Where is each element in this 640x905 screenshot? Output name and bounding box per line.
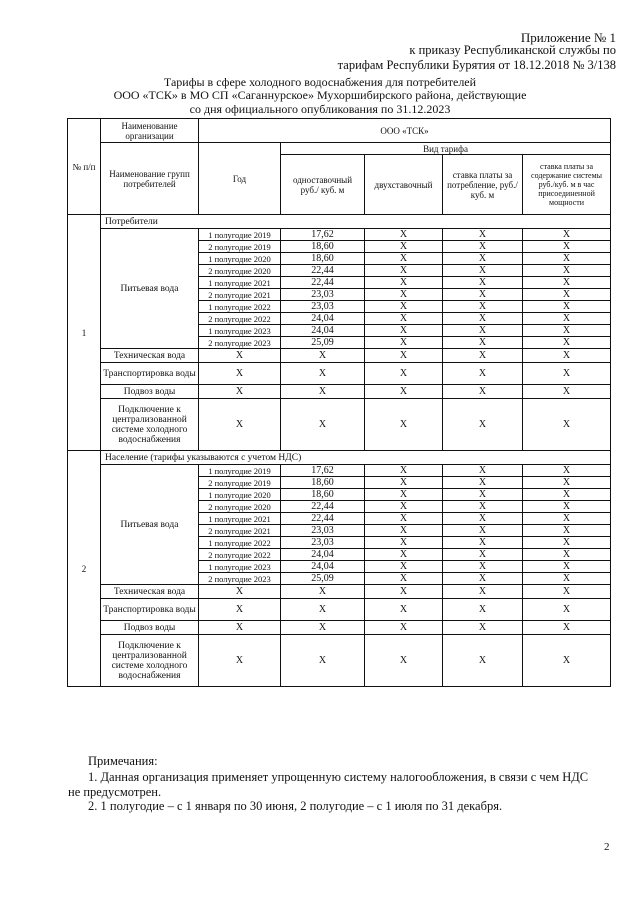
maintenance-rate-cell: X	[523, 477, 611, 489]
period-cell: 1 полугодие 2020	[199, 253, 281, 265]
appendix-order-line: к приказу Республиканской службы по	[409, 43, 616, 57]
year-cell: X	[199, 585, 281, 599]
notes-heading: Примечания:	[88, 754, 158, 768]
double-rate-cell: X	[365, 585, 443, 599]
header-group-name: Наименование групп потребителей	[101, 143, 199, 215]
period-cell: 1 полугодие 2022	[199, 301, 281, 313]
double-rate-cell: X	[365, 241, 443, 253]
service-row	[68, 399, 611, 451]
maintenance-rate-cell: X	[523, 585, 611, 599]
consumption-rate-cell: X	[443, 399, 523, 451]
single-rate-cell: 24,04	[281, 313, 365, 325]
double-rate-cell: X	[365, 363, 443, 385]
maintenance-rate-cell: X	[523, 253, 611, 265]
section-title: Население (тарифы указываются с учетом НДС)	[101, 451, 611, 465]
consumption-rate-cell: X	[443, 561, 523, 573]
single-rate-cell: 23,03	[281, 289, 365, 301]
service-label: Техническая вода	[101, 585, 199, 599]
maintenance-rate-cell: X	[523, 465, 611, 477]
consumption-rate-cell: X	[443, 513, 523, 525]
single-rate-cell: 23,03	[281, 301, 365, 313]
consumption-rate-cell: X	[443, 489, 523, 501]
single-rate-cell: 23,03	[281, 525, 365, 537]
maintenance-rate-cell: X	[523, 277, 611, 289]
single-rate-cell: X	[281, 635, 365, 687]
period-cell: 1 полугодие 2021	[199, 277, 281, 289]
consumption-rate-cell: X	[443, 241, 523, 253]
header-single-rate: одноставочный руб./ куб. м	[281, 155, 365, 215]
maintenance-rate-cell: X	[523, 325, 611, 337]
double-rate-cell: X	[365, 561, 443, 573]
document-title-line1: Тарифы в сфере холодного водоснабжения для потребителей	[163, 75, 477, 89]
consumption-rate-cell: X	[443, 313, 523, 325]
service-label: Подвоз воды	[101, 385, 199, 399]
period-cell: 1 полугодие 2023	[199, 325, 281, 337]
double-rate-cell: X	[365, 477, 443, 489]
single-rate-cell: 18,60	[281, 477, 365, 489]
period-cell: 2 полугодие 2021	[199, 289, 281, 301]
header-tariff-type: Вид тарифа	[281, 143, 611, 155]
double-rate-cell: X	[365, 537, 443, 549]
single-rate-cell: 17,62	[281, 229, 365, 241]
single-rate-cell: 24,04	[281, 561, 365, 573]
consumption-rate-cell: X	[443, 325, 523, 337]
note-1-continuation: не предусмотрен.	[68, 785, 162, 799]
consumption-rate-cell: X	[443, 537, 523, 549]
maintenance-rate-cell: X	[523, 241, 611, 253]
double-rate-cell: X	[365, 277, 443, 289]
period-cell: 1 полугодие 2019	[199, 229, 281, 241]
consumption-rate-cell: X	[443, 525, 523, 537]
maintenance-rate-cell: X	[523, 561, 611, 573]
period-cell: 2 полугодие 2020	[199, 501, 281, 513]
year-cell: X	[199, 385, 281, 399]
consumption-rate-cell: X	[443, 363, 523, 385]
drinking-water-label: Питьевая вода	[101, 229, 199, 349]
period-cell: 2 полугодие 2022	[199, 313, 281, 325]
header-maintenance-rate: ставка платы за содержание системы руб./куб. м в час присоединенной мощности	[523, 155, 611, 215]
period-cell: 1 полугодие 2023	[199, 561, 281, 573]
drinking-water-label: Питьевая вода	[101, 465, 199, 585]
document-title-line3: со дня официального опубликования по 31.12.2023	[189, 102, 451, 116]
note-1: 1. Данная организация применяет упрощенную систему налогообложения, в связи с чем НДС	[88, 770, 589, 784]
consumption-rate-cell: X	[443, 635, 523, 687]
consumption-rate-cell: X	[443, 573, 523, 585]
maintenance-rate-cell: X	[523, 265, 611, 277]
consumption-rate-cell: X	[443, 585, 523, 599]
double-rate-cell: X	[365, 301, 443, 313]
maintenance-rate-cell: X	[523, 349, 611, 363]
year-cell: X	[199, 635, 281, 687]
consumption-rate-cell: X	[443, 349, 523, 363]
single-rate-cell: 23,03	[281, 537, 365, 549]
tariff-table-body	[68, 119, 611, 687]
consumption-rate-cell: X	[443, 477, 523, 489]
single-rate-cell: 18,60	[281, 489, 365, 501]
consumption-rate-cell: X	[443, 501, 523, 513]
maintenance-rate-cell: X	[523, 501, 611, 513]
year-cell: X	[199, 399, 281, 451]
maintenance-rate-cell: X	[523, 301, 611, 313]
double-rate-cell: X	[365, 501, 443, 513]
year-cell: X	[199, 349, 281, 363]
consumption-rate-cell: X	[443, 289, 523, 301]
single-rate-cell: 24,04	[281, 549, 365, 561]
period-cell: 1 полугодие 2021	[199, 513, 281, 525]
section-number: 2	[68, 451, 101, 687]
period-cell: 2 полугодие 2023	[199, 337, 281, 349]
single-rate-cell: X	[281, 585, 365, 599]
header-double-rate: двухставочный	[365, 155, 443, 215]
period-cell: 1 полугодие 2022	[199, 537, 281, 549]
double-rate-cell: X	[365, 489, 443, 501]
header-consumption-rate: ставка платы за потребление, руб./ куб. м	[443, 155, 523, 215]
period-cell: 1 полугодие 2020	[199, 489, 281, 501]
double-rate-cell: X	[365, 573, 443, 585]
service-row	[68, 585, 611, 599]
single-rate-cell: X	[281, 399, 365, 451]
single-rate-cell: 25,09	[281, 573, 365, 585]
tariff-table	[67, 118, 611, 687]
header-num: № п/п	[68, 119, 101, 215]
section-title: Потребители	[101, 215, 611, 229]
double-rate-cell: X	[365, 525, 443, 537]
period-cell: 2 полугодие 2023	[199, 573, 281, 585]
maintenance-rate-cell: X	[523, 229, 611, 241]
period-cell: 1 полугодие 2019	[199, 465, 281, 477]
maintenance-rate-cell: X	[523, 525, 611, 537]
single-rate-cell: 17,62	[281, 465, 365, 477]
single-rate-cell: X	[281, 599, 365, 621]
double-rate-cell: X	[365, 325, 443, 337]
consumption-rate-cell: X	[443, 599, 523, 621]
header-org: ООО «ТСК»	[199, 119, 611, 143]
single-rate-cell: X	[281, 621, 365, 635]
single-rate-cell: 25,09	[281, 337, 365, 349]
maintenance-rate-cell: X	[523, 621, 611, 635]
appendix-number: Приложение № 1	[520, 30, 616, 45]
double-rate-cell: X	[365, 465, 443, 477]
single-rate-cell: X	[281, 385, 365, 399]
maintenance-rate-cell: X	[523, 489, 611, 501]
service-row	[68, 349, 611, 363]
year-cell: X	[199, 363, 281, 385]
consumption-rate-cell: X	[443, 301, 523, 313]
single-rate-cell: 22,44	[281, 501, 365, 513]
maintenance-rate-cell: X	[523, 573, 611, 585]
maintenance-rate-cell: X	[523, 313, 611, 325]
single-rate-cell: 18,60	[281, 241, 365, 253]
consumption-rate-cell: X	[443, 277, 523, 289]
maintenance-rate-cell: X	[523, 337, 611, 349]
service-row	[68, 635, 611, 687]
double-rate-cell: X	[365, 229, 443, 241]
note-2: 2. 1 полугодие – с 1 января по 30 июня, 2 полугодие – с 1 июля по 31 декабря.	[88, 799, 503, 813]
consumption-rate-cell: X	[443, 385, 523, 399]
header-org-name: Наименование организации	[101, 119, 199, 143]
maintenance-rate-cell: X	[523, 363, 611, 385]
service-label: Транспортировка воды	[101, 599, 199, 621]
maintenance-rate-cell: X	[523, 549, 611, 561]
service-row	[68, 363, 611, 385]
consumption-rate-cell: X	[443, 337, 523, 349]
consumption-rate-cell: X	[443, 229, 523, 241]
double-rate-cell: X	[365, 399, 443, 451]
single-rate-cell: 22,44	[281, 265, 365, 277]
maintenance-rate-cell: X	[523, 513, 611, 525]
maintenance-rate-cell: X	[523, 537, 611, 549]
single-rate-cell: 22,44	[281, 277, 365, 289]
single-rate-cell: 24,04	[281, 325, 365, 337]
consumption-rate-cell: X	[443, 253, 523, 265]
maintenance-rate-cell: X	[523, 399, 611, 451]
double-rate-cell: X	[365, 385, 443, 399]
service-row	[68, 599, 611, 621]
document-title-line2: ООО «ТСК» в МО СП «Саганнурское» Мухоршибирского района, действующие	[113, 88, 527, 102]
appendix-order-date: тарифам Республики Бурятия от 18.12.2018 № 3/138	[337, 58, 616, 72]
double-rate-cell: X	[365, 599, 443, 621]
period-cell: 2 полугодие 2019	[199, 477, 281, 489]
double-rate-cell: X	[365, 513, 443, 525]
double-rate-cell: X	[365, 621, 443, 635]
tariff-row	[68, 229, 611, 241]
consumption-rate-cell: X	[443, 621, 523, 635]
service-label: Транспортировка воды	[101, 363, 199, 385]
single-rate-cell: 22,44	[281, 513, 365, 525]
consumption-rate-cell: X	[443, 465, 523, 477]
double-rate-cell: X	[365, 549, 443, 561]
service-row	[68, 385, 611, 399]
service-label: Подключение к централизованной системе холодного водоснабжения	[101, 399, 199, 451]
service-label: Техническая вода	[101, 349, 199, 363]
service-label: Подвоз воды	[101, 621, 199, 635]
double-rate-cell: X	[365, 289, 443, 301]
double-rate-cell: X	[365, 337, 443, 349]
single-rate-cell: 18,60	[281, 253, 365, 265]
double-rate-cell: X	[365, 349, 443, 363]
maintenance-rate-cell: X	[523, 385, 611, 399]
section-number: 1	[68, 215, 101, 451]
double-rate-cell: X	[365, 635, 443, 687]
page-number: 2	[604, 841, 610, 853]
double-rate-cell: X	[365, 265, 443, 277]
period-cell: 2 полугодие 2020	[199, 265, 281, 277]
maintenance-rate-cell: X	[523, 599, 611, 621]
single-rate-cell: X	[281, 363, 365, 385]
maintenance-rate-cell: X	[523, 289, 611, 301]
consumption-rate-cell: X	[443, 265, 523, 277]
double-rate-cell: X	[365, 253, 443, 265]
period-cell: 2 полугодие 2019	[199, 241, 281, 253]
tariff-row	[68, 465, 611, 477]
header-year: Год	[199, 143, 281, 215]
maintenance-rate-cell: X	[523, 635, 611, 687]
year-cell: X	[199, 599, 281, 621]
consumption-rate-cell: X	[443, 549, 523, 561]
service-label: Подключение к централизованной системе холодного водоснабжения	[101, 635, 199, 687]
period-cell: 2 полугодие 2022	[199, 549, 281, 561]
double-rate-cell: X	[365, 313, 443, 325]
single-rate-cell: X	[281, 349, 365, 363]
period-cell: 2 полугодие 2021	[199, 525, 281, 537]
service-row	[68, 621, 611, 635]
year-cell: X	[199, 621, 281, 635]
